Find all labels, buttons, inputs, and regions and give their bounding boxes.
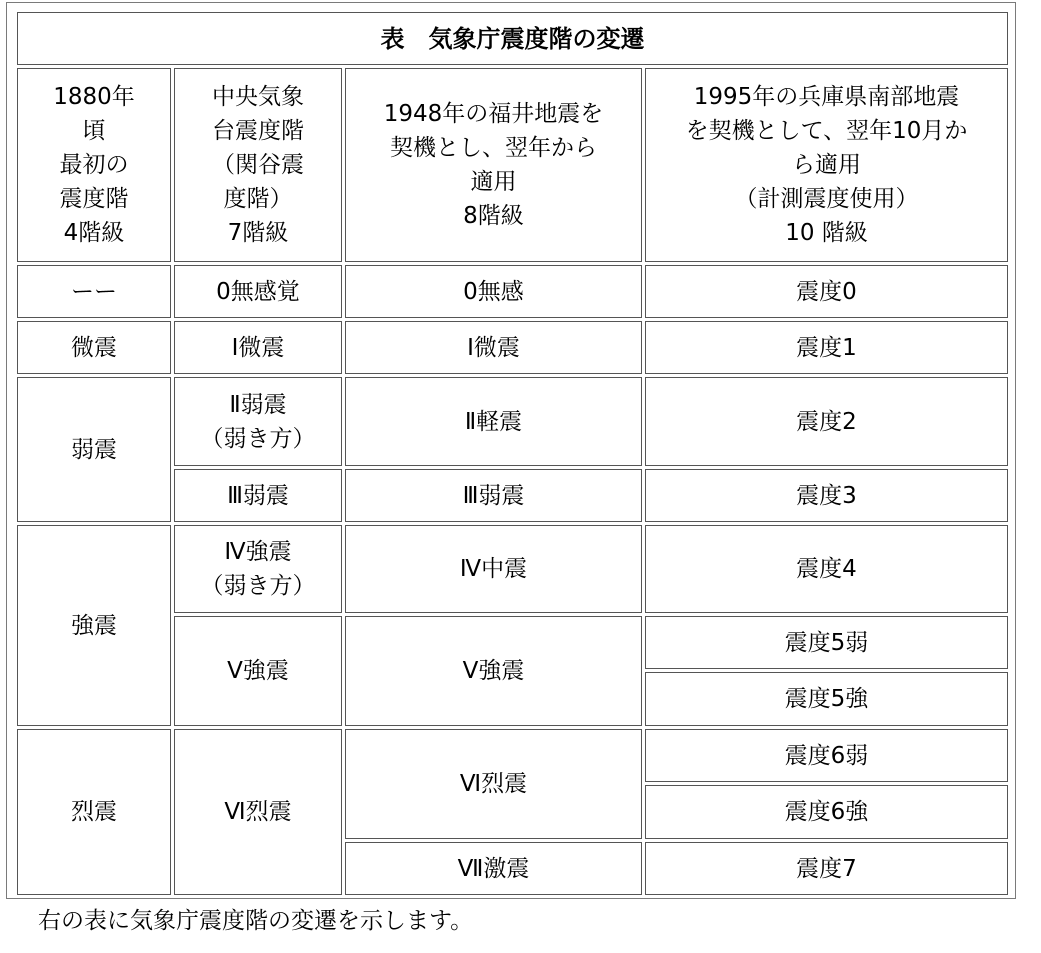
col3-cell: Ⅴ強震 — [345, 616, 642, 726]
col3-cell: Ⅳ中震 — [345, 525, 642, 613]
col3-cell: Ⅶ激震 — [345, 842, 642, 895]
header-1995: 1995年の兵庫県南部地震 を契機として、翌年10月か ら適用 （計測震度使用） 10 階級 — [645, 68, 1008, 262]
header-1880: 1880年 頃 最初の 震度階 4階級 — [17, 68, 171, 262]
header-1948: 1948年の福井地震を 契機とし、翌年から 適用 8階級 — [345, 68, 642, 262]
header-central-observatory: 中央気象 台震度階 （関谷震 度階） 7階級 — [174, 68, 342, 262]
col2-cell: 0無感覚 — [174, 265, 342, 318]
col4-cell: 震度2 — [645, 377, 1008, 466]
col3-cell: 0無感 — [345, 265, 642, 318]
col2-cell: Ⅲ弱震 — [174, 469, 342, 522]
col3-cell: Ⅵ烈震 — [345, 729, 642, 839]
col4-cell: 震度0 — [645, 265, 1008, 318]
col4-cell: 震度3 — [645, 469, 1008, 522]
col3-cell: Ⅰ微震 — [345, 321, 642, 374]
col4-cell: 震度6弱 — [645, 729, 1008, 782]
col2-cell: Ⅱ弱震 （弱き方） — [174, 377, 342, 466]
col1-cell: 烈震 — [17, 729, 171, 895]
col4-cell: 震度5弱 — [645, 616, 1008, 669]
col3-cell: Ⅱ軽震 — [345, 377, 642, 466]
col4-cell: 震度7 — [645, 842, 1008, 895]
col4-cell: 震度1 — [645, 321, 1008, 374]
col4-cell: 震度4 — [645, 525, 1008, 613]
caption-text: 右の表に気象庁震度階の変遷を示します。 — [38, 908, 474, 934]
col4-cell: 震度6強 — [645, 785, 1008, 839]
col2-cell: Ⅰ微震 — [174, 321, 342, 374]
col1-cell: 微震 — [17, 321, 171, 374]
col1-cell: 強震 — [17, 525, 171, 726]
col2-cell: Ⅵ烈震 — [174, 729, 342, 895]
col2-cell: Ⅳ強震 （弱き方） — [174, 525, 342, 613]
col2-cell: Ⅴ強震 — [174, 616, 342, 726]
col4-cell: 震度5強 — [645, 672, 1008, 726]
col3-cell: Ⅲ弱震 — [345, 469, 642, 522]
col1-cell: ーー — [17, 265, 171, 318]
col1-cell: 弱震 — [17, 377, 171, 522]
table-title: 表 気象庁震度階の変遷 — [17, 12, 1008, 65]
